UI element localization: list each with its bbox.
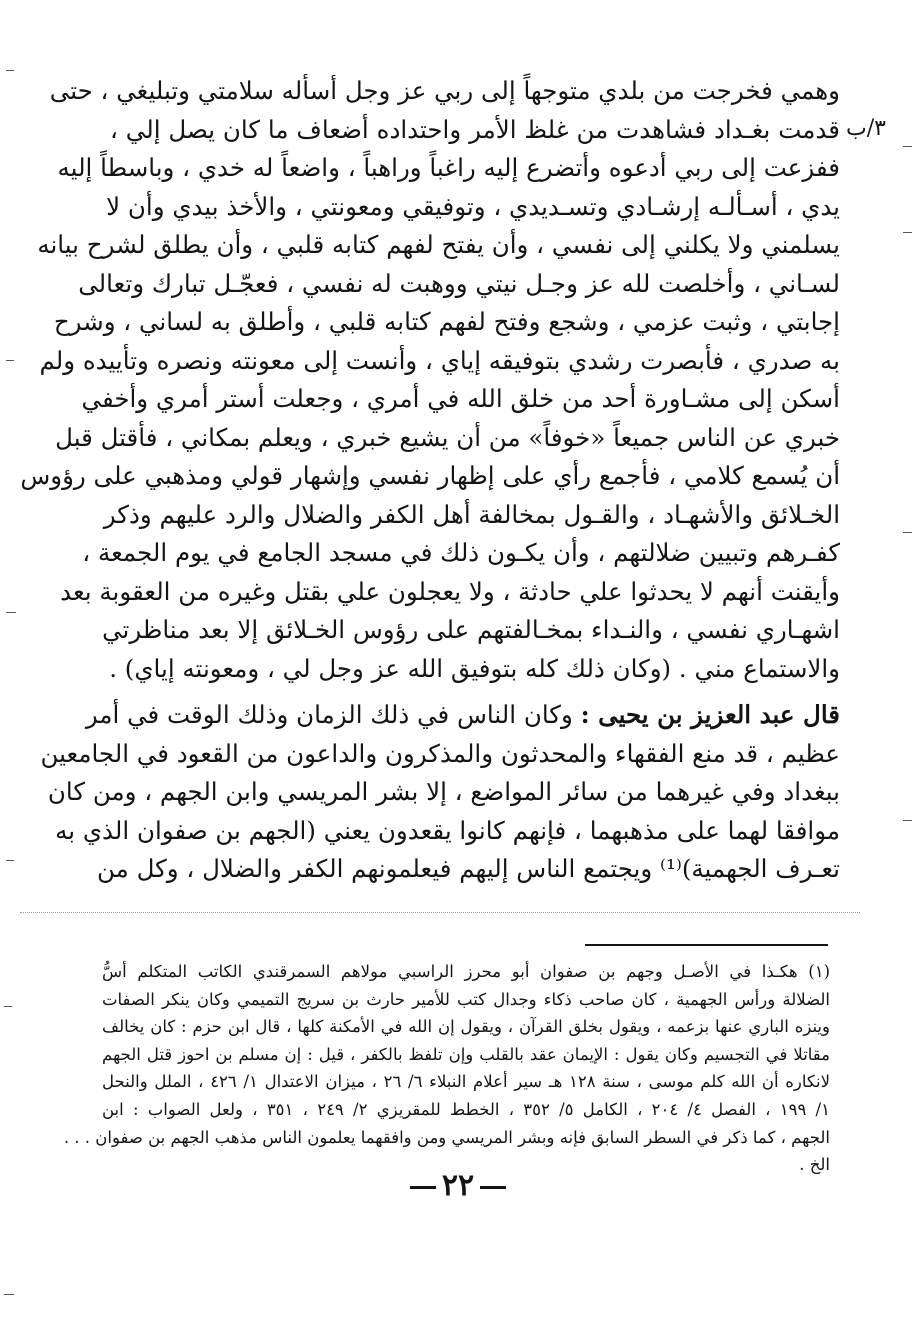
scan-mark <box>6 612 16 613</box>
paragraph-2 <box>40 696 840 889</box>
page-number-dash <box>480 1186 506 1189</box>
text-line: وأيقنت أنهم لا يحدثوا علي حادثة ، ولا يعجلون علي بقتل وغيره من العقوبة بعد <box>60 576 840 606</box>
text-line: الخـلائق والأشهـاد ، والقـول بمخالفة أهل الكفر والضلال والرد عليهم وذكر <box>103 499 840 529</box>
paragraph-gap <box>110 688 840 696</box>
footnote-line: وينزه الباري عنها بزعمه ، ويقول بخلق القرآن ، ويقول إن الله في الأمكنة كلها ، قال ابن حزم : كان يخالف <box>102 1017 830 1037</box>
main-text-body <box>20 72 840 889</box>
text-line: تعـرف الجهمية)⁽¹⁾ ويجتمع الناس إليهم فيعلمونهم الكفر والضلال ، وكل من <box>97 854 840 883</box>
scan-mark <box>4 1006 12 1007</box>
text-line: موافقا لهما على مذهبهما ، فإنهم كانوا يقعدون يعني (الجهم بن صفوان الذي به <box>55 815 840 845</box>
scan-dotted-line <box>20 912 860 913</box>
text-line: أن يُسمع كلامي ، فأجمع رأي على إظهار نفسي وإشهار قولي ومذهبي على رؤوس <box>20 461 840 490</box>
footnote-line: الجهم ، كما ذكر في السطر السابق فإنه وبشر المريسي ومن وافقهما يعلمون الناس مذهب الجهم بن صفوان . . . <box>63 1127 830 1147</box>
text-line: والاستماع مني . (وكان ذلك كله بتوفيق الله عز وجل لي ، ومعونته إياي) . <box>109 653 840 683</box>
text-line: به صدري ، فأبصرت رشدي بتوفيقه إياي ، وأنست إلى معونته ونصره وتأييده ولم <box>39 345 840 375</box>
text-line: يسلمني ولا يكلني إلى نفسي ، وأن يفتح لفهم كتابه قلبي ، وأن يطلق لشرح بيانه <box>37 230 840 259</box>
footnote-line: الخ . <box>799 1155 830 1175</box>
text-line: إجابتي ، وثبت عزمي ، وشجع وفتح لفهم كتابه قلبي ، وأطلق به لساني ، وشرح <box>53 307 840 336</box>
text-line: قدمت بغـداد فشاهدت من غلظ الأمر واحتداده أضعاف ما كان يصل إلي ، <box>110 114 840 144</box>
footnote-block <box>63 958 830 1179</box>
footnote-line: الضلالة ورأس الجهمية ، كان صاحب ذكاء وجدال كتب للأمير حارث بن سريج التميمي وكان ينكر الصفات <box>102 989 830 1009</box>
folio-margin-note: ٣/ب <box>846 116 886 141</box>
text-line: أسكن إلى مشـاورة أحد من خلق الله في أمري ، وجعلت أستر أمري وأخفي <box>81 384 840 413</box>
text-line-rest: وكان الناس في ذلك الزمان وذلك الوقت في أمر <box>85 700 573 729</box>
text-line <box>85 696 840 735</box>
scan-mark <box>903 146 912 147</box>
speaker-attribution: قال عبد العزيز بن يحيى : <box>580 700 840 729</box>
scan-mark <box>4 1294 14 1295</box>
footnote-line: مقاتلا في التجسيم وكان يقول : الإيمان عقد بالقلب وإن تلفظ بالكفر ، قيل : إن مسلم بن احوز قتل الجهم <box>102 1044 830 1064</box>
text-line: لسـاني ، وأخلصت لله عز وجـل نيتي ووهبت له نفسي ، فعجّـل تبارك وتعالى <box>78 268 840 298</box>
scan-mark <box>6 70 14 71</box>
text-line: ببغداد وفي غيرهما من سائر المواضع ، إلا بشر المريسي وابن الجهم ، ومن كان <box>47 777 840 806</box>
scan-mark <box>903 532 912 533</box>
text-line: كفـرهم وتبيين ضلالتهم ، وأن يكـون ذلك في مسجد الجامع في يوم الجمعة ، <box>82 538 840 567</box>
scan-mark <box>6 360 14 361</box>
footnote-line: (١) هكـذا في الأصـل وجهم بن صفوان أبو محرز الراسبي مولاهم السمرقندي الكاتب المتكلم أسُّ <box>102 962 830 981</box>
paragraph-1 <box>20 72 840 688</box>
page-number-dash <box>410 1186 436 1189</box>
text-line: خبري عن الناس جميعاً «خوفاً» من أن يشيع خبري ، ويعلم بمكاني ، فأقتل قبل <box>55 422 840 452</box>
scan-mark <box>6 860 14 861</box>
scan-mark <box>903 232 912 233</box>
page-number <box>0 1168 916 1203</box>
footnote-divider <box>585 944 828 946</box>
scan-mark <box>903 820 912 821</box>
footnote-line: لانكاره أن الله كلم موسى ، سنة ١٢٨ هـ سير أعلام النبلاء ٦/ ٢٦ ، ميزان الاعتدال ١/ ٤٢٦ ، الملل والنحل <box>102 1072 830 1092</box>
text-line: عظيم ، قد منع الفقهاء والمحدثون والمذكرون والداعون من القعود في الجامعين <box>40 738 840 768</box>
footnote-line: ١/ ١٩٩ ، الفصل ٤/ ٢٠٤ ، الكامل ٥/ ٣٥٢ ، الخطط للمقريزي ٢/ ٢٤٩ ، ٣٥١ ، ولعل الصواب : ابن <box>102 1099 830 1119</box>
text-line: وهمي فخرجت من بلدي متوجهاً إلى ربي عز وجل أسأله سلامتي وتبليغي ، حتى <box>49 76 840 105</box>
text-line: يدي ، أسـألـه إرشـادي وتسـديدي ، وتوفيقي ومعونتي ، والأخذ بيدي وأن لا <box>106 191 840 221</box>
text-line: ففزعت إلى ربي أدعوه وأتضرع إليه راغباً وراهباً ، واضعاً له خدي ، وباسطاً إليه <box>57 153 840 182</box>
page-number-value: ٢٢ <box>441 1168 475 1203</box>
text-line: اشهـاري نفسي ، والنـداء بمخـالفتهم على رؤوس الخـلائق إلا بعد مناظرتي <box>102 615 840 644</box>
